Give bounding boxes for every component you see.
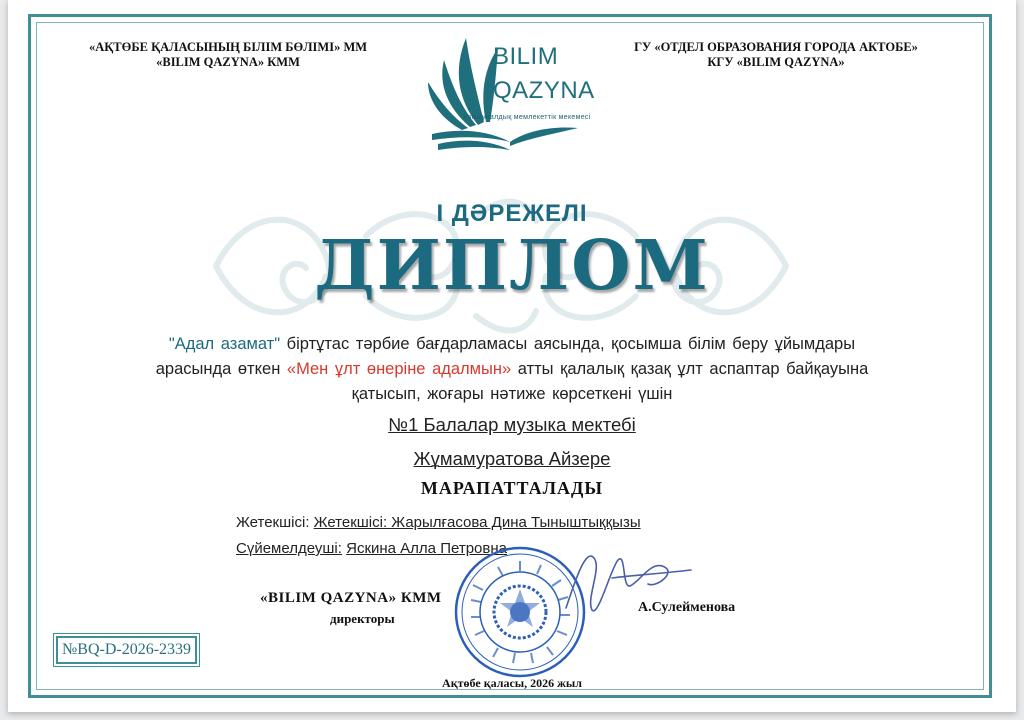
- diploma-number: №BQ-D-2026-2339: [56, 636, 197, 664]
- signature-scribble: [556, 538, 696, 618]
- signature-org: «BILIM QAZYNA» КММ: [260, 590, 442, 606]
- program-name: "Адал азамат": [168, 335, 281, 353]
- supervisor-label: Жетекшісі:: [236, 514, 310, 531]
- body-part2: атты қалалық қазақ ұлт аспаптар байқауына қатысып, жоғары нәтиже көрсеткені үшін: [351, 360, 869, 403]
- recipient-row: [8, 448, 1016, 470]
- signature-name: А.Сулейменова: [638, 600, 736, 615]
- logo-line1: BILIM: [493, 43, 559, 70]
- school-name-row: [8, 414, 1016, 436]
- accompanist-value: Яскина Алла Петровна: [346, 540, 507, 557]
- award-reason-text: [148, 332, 876, 407]
- header-right: [596, 40, 956, 70]
- header-right-line1: ГУ «ОТДЕЛ ОБРАЗОВАНИЯ ГОРОДА АКТОБЕ»: [634, 40, 918, 54]
- logo-line2: QAZYNA: [493, 77, 595, 104]
- recipient-name: Жұмамуратова Айзере: [413, 448, 611, 469]
- supervisor-row: [236, 514, 641, 531]
- signature-role: директоры: [330, 611, 395, 626]
- contest-name: «Мен ұлт өнеріне адалмын»: [286, 360, 512, 378]
- header-left: [63, 40, 393, 70]
- awarded-text: МАРАПАТТАЛАДЫ: [420, 478, 604, 498]
- header-left-line1: «АҚТӨБЕ ҚАЛАСЫНЫҢ БІЛІМ БӨЛІМІ» ММ: [88, 40, 368, 54]
- header-left-line2: «BILIM QAZYNA» КММ: [156, 55, 300, 69]
- body-part1: біртұтас тәрбие бағдарламасы аясында, қосымша білім беру ұйымдары арасында өткен: [155, 335, 856, 378]
- diploma-title: ДИПЛОМ: [314, 226, 710, 306]
- place-year: Ақтөбе қаласы, 2026 жыл: [442, 676, 582, 690]
- diploma-sheet: [8, 0, 1016, 712]
- accompanist-label: Сүйемелдеуші:: [236, 540, 342, 557]
- header-right-line2: КГУ «BILIM QAZYNA»: [707, 55, 845, 69]
- school-name: №1 Балалар музыка мектебі: [388, 414, 636, 435]
- supervisor-value: Жетекшісі: Жарылғасова Дина Тыныштыққызы: [313, 514, 641, 531]
- logo-subtitle: коммуналдық мемлекеттік мекемесі: [464, 114, 591, 121]
- logo-wordmark: [493, 40, 595, 108]
- degree-title: І ДӘРЕЖЕЛІ: [436, 200, 588, 227]
